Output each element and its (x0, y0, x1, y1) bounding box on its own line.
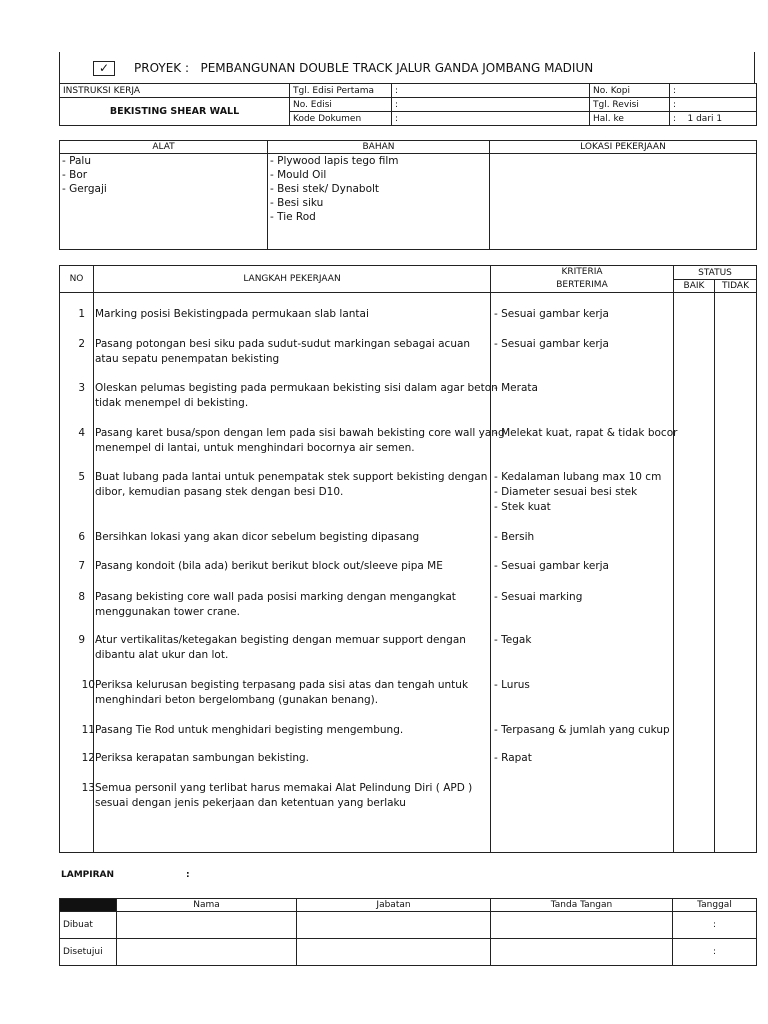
tanggal-header: Tanggal (673, 899, 757, 912)
step-text: Marking posisi Bekistingpada permukaan slab lantai (95, 308, 369, 320)
kriteria-header (491, 266, 674, 293)
checkmark-icon: ✓ (98, 61, 110, 75)
step-number: 1 (78, 308, 85, 320)
list-item: - Palu (62, 155, 91, 167)
step-criteria: - Merata (494, 382, 538, 394)
step-text: Pasang potongan besi siku pada sudut-sudut markingan sebagai acuan atau sepatu penempatan bekisting (95, 338, 471, 365)
tgl-revisi-label: Tgl. Revisi (590, 98, 670, 112)
no-edisi-label: No. Edisi (290, 98, 392, 112)
document-info-table (59, 83, 757, 126)
colon: : (673, 85, 677, 96)
hal-ke-value (670, 112, 757, 126)
colon: : (395, 85, 399, 96)
kriteria-line-1: KRITERIA (561, 267, 603, 277)
step-criteria: - Sesuai gambar kerja (494, 338, 609, 350)
lokasi-header: LOKASI PEKERJAAN (490, 141, 757, 154)
step-text: Pasang kondoit (bila ada) berikut berikut block out/sleeve pipa ME (95, 560, 443, 572)
kriteria-column (491, 293, 678, 853)
document-title: BEKISTING SHEAR WALL (60, 98, 290, 126)
step-number: 8 (78, 591, 85, 603)
no-header: NO (60, 266, 94, 293)
project-title (134, 61, 593, 75)
step-text: Pasang bekisting core wall pada posisi marking dengan mengangkat menggunakan tower crane. (95, 591, 456, 618)
kriteria-line-2: BERTERIMA (556, 280, 608, 290)
tgl-edisi-pertama-label: Tgl. Edisi Pertama (290, 84, 392, 98)
alat-header: ALAT (60, 141, 268, 154)
jabatan-field[interactable] (297, 912, 491, 939)
no-edisi-value (392, 98, 590, 112)
step-criteria: - Melekat kuat, rapat & tidak bocor (494, 427, 678, 439)
baik-column[interactable] (674, 293, 715, 853)
colon: : (673, 113, 677, 124)
step-criteria: - Sesuai marking (494, 591, 583, 603)
check-box[interactable] (93, 61, 115, 76)
tools-materials-table (59, 140, 757, 250)
step-number: 4 (78, 427, 85, 439)
step-number: 13 (81, 782, 95, 794)
tanggal-field[interactable]: : (673, 939, 757, 966)
step-text: Atur vertikalitas/ketegakan begisting dengan memuar support dengan dibantu alat ukur dan lot. (95, 634, 466, 661)
nama-field[interactable] (117, 939, 297, 966)
hal-value: 1 dari 1 (687, 113, 723, 124)
step-number: 9 (78, 634, 85, 646)
step-number: 10 (81, 679, 95, 691)
baik-header: BAIK (674, 280, 715, 293)
instruksi-kerja-label: INSTRUKSI KERJA (60, 84, 290, 98)
step-text: Periksa kerapatan sambungan bekisting. (95, 752, 310, 764)
step-text: Pasang karet busa/spon dengan lem pada sisi bawah bekisting core wall yang menempel di lantai, untuk menghindari bocornya air semen. (95, 427, 505, 454)
tidak-column[interactable] (715, 293, 757, 853)
disetujui-label: Disetujui (60, 939, 117, 966)
project-name: PEMBANGUNAN DOUBLE TRACK JALUR GANDA JOMBANG MADIUN (200, 61, 594, 75)
langkah-header: LANGKAH PEKERJAAN (94, 266, 491, 293)
list-item: - Besi stek/ Dynabolt (270, 183, 380, 195)
colon: : (395, 99, 399, 110)
status-header: STATUS (674, 266, 757, 280)
no-column (60, 293, 94, 853)
step-criteria: - Terpasang & jumlah yang cukup (494, 724, 670, 736)
step-criteria: - Tegak (494, 634, 532, 646)
tanda-tangan-field[interactable] (491, 939, 673, 966)
step-number: 11 (81, 724, 95, 736)
step-number: 5 (78, 471, 85, 483)
kode-dokumen-label: Kode Dokumen (290, 112, 392, 126)
nama-field[interactable] (117, 912, 297, 939)
lampiran-colon: : (186, 870, 190, 880)
lokasi-pekerjaan-cell[interactable] (490, 154, 757, 250)
list-item: - Mould Oil (270, 169, 327, 181)
tidak-header: TIDAK (715, 280, 757, 293)
step-criteria: - Sesuai gambar kerja (494, 308, 609, 320)
step-criteria: - Kedalaman lubang max 10 cm - Diameter sesuai besi stek - Stek kuat (494, 471, 662, 513)
step-text: Oleskan pelumas begisting pada permukaan bekisting sisi dalam agar beton tidak menempel di bekisting. (95, 382, 498, 409)
project-label: PROYEK : (134, 61, 190, 75)
no-kopi-value (670, 84, 757, 98)
list-item: - Bor (62, 169, 88, 181)
step-number: 2 (78, 338, 85, 350)
tanggal-field[interactable]: : (673, 912, 757, 939)
langkah-column (94, 293, 505, 853)
lampiran-label: LAMPIRAN (61, 870, 115, 880)
nama-header: Nama (117, 899, 297, 912)
tgl-revisi-value (670, 98, 757, 112)
step-number: 3 (78, 382, 85, 394)
step-criteria: - Sesuai gambar kerja (494, 560, 609, 572)
jabatan-header: Jabatan (297, 899, 491, 912)
step-text: Semua personil yang terlibat harus memakai Alat Pelindung Diri ( APD ) sesuai dengan jenis pekerjaan dan ketentuan yang berlaku (95, 782, 473, 809)
step-number: 12 (81, 752, 95, 764)
step-criteria: - Bersih (494, 531, 535, 543)
step-number: 7 (78, 560, 85, 572)
list-item: - Tie Rod (270, 211, 316, 223)
hal-ke-label: Hal. ke (590, 112, 670, 126)
colon: : (673, 99, 677, 110)
step-number: 6 (78, 531, 85, 543)
kode-dokumen-value (392, 112, 590, 126)
list-item: - Plywood lapis tego film (270, 155, 399, 167)
tgl-edisi-pertama-value (392, 84, 590, 98)
bahan-header: BAHAN (268, 141, 490, 154)
alat-list (60, 154, 268, 250)
bahan-list (268, 154, 490, 250)
jabatan-field[interactable] (297, 939, 491, 966)
corner-cell (60, 899, 117, 912)
tanda-tangan-field[interactable] (491, 912, 673, 939)
step-text: Periksa kelurusan begisting terpasang pada sisi atas dan tengah untuk menghindari beton bergelombang (gunakan benang). (95, 679, 469, 706)
tanda-tangan-header: Tanda Tangan (491, 899, 673, 912)
signature-table (59, 898, 757, 966)
step-criteria: - Lurus (494, 679, 530, 691)
step-criteria: - Rapat (494, 752, 532, 764)
step-text: Pasang Tie Rod untuk menghidari begisting mengembung. (95, 724, 404, 736)
dibuat-label: Dibuat (60, 912, 117, 939)
step-text: Buat lubang pada lantai untuk penempatak stek support bekisting dengan dibor, kemudian pasang stek dengan besi D10. (95, 471, 488, 498)
work-steps-table (59, 265, 757, 853)
list-item: - Besi siku (270, 197, 324, 209)
step-text: Bersihkan lokasi yang akan dicor sebelum begisting dipasang (95, 531, 420, 543)
list-item: - Gergaji (62, 183, 107, 195)
colon: : (395, 113, 399, 124)
no-kopi-label: No. Kopi (590, 84, 670, 98)
